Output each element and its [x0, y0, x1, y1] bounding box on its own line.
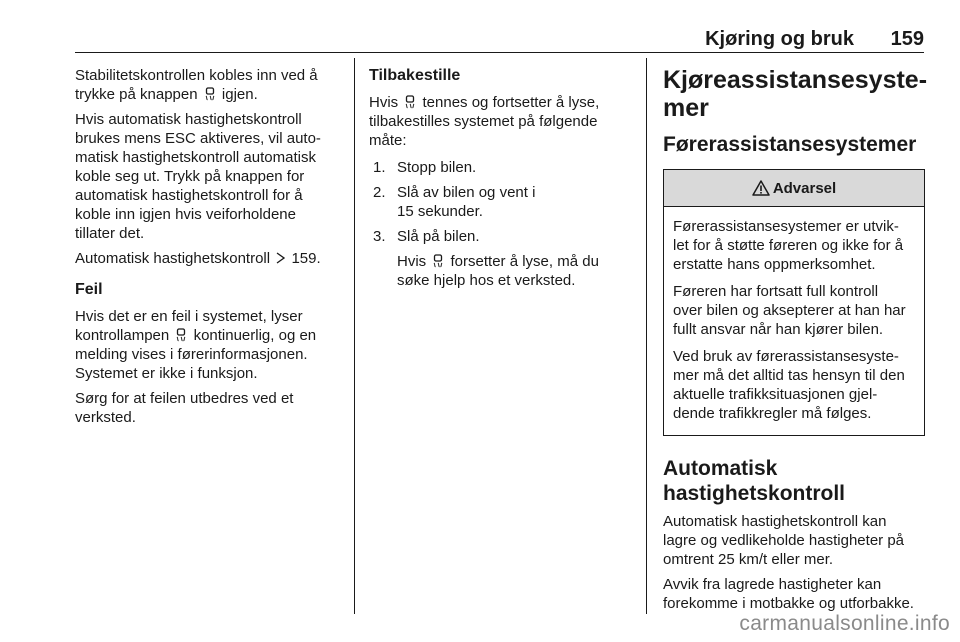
page-header — [75, 26, 924, 53]
skid-car-icon — [432, 254, 444, 268]
list-item: 2. Slå av bilen og vent i 15 sekunder. — [373, 184, 536, 220]
warning-box — [663, 169, 925, 436]
page-number: 159 — [890, 28, 924, 50]
paragraph: Automatisk hastighetskontroll kan lagre og vedlikeholde hastigheter på omtrent 25 km/t eller mer. — [663, 513, 905, 568]
paragraph: Automatisk hastighetskontroll 159. — [75, 250, 321, 267]
skid-car-icon — [404, 95, 416, 109]
warning-header — [664, 170, 924, 207]
paragraph: Føreren har fortsatt full kontroll over bilen og aksepterer at han har fullt ansvar når han kjører bilen. — [673, 283, 906, 338]
column-1 — [75, 66, 347, 433]
list-item: 1. Stopp bilen. — [373, 159, 477, 176]
list-item: 3. Slå på bilen. — [373, 228, 480, 245]
heading-tilbakestille: Tilbakestille — [369, 67, 461, 84]
paragraph: Stabilitetskontrollen kobles inn ved å trykke på knappen igjen. — [75, 67, 318, 103]
page-reference-arrow-icon[interactable] — [276, 252, 285, 264]
warning-triangle-icon — [752, 180, 770, 196]
paragraph: Hvis automatisk hastighetskontroll brukes mens ESC aktiveres, vil auto- matisk hastighetskontroll automatisk koble seg ut. Trykk på knappen for automatisk hastighetskontroll for å koble inn igjen hvis veiforholdene tillater det. — [75, 111, 321, 242]
column-divider — [354, 58, 355, 614]
column-divider — [646, 58, 647, 614]
warning-body — [664, 207, 924, 435]
chapter-heading: Kjøreassistansesyste- mer — [663, 66, 928, 122]
heading-feil: Feil — [75, 281, 103, 298]
section-heading: Førerassistansesystemer — [663, 133, 917, 156]
paragraph: Førerassistansesystemer er utvik- let for å støtte føreren og ikke for å erstatte hans oppmerksomhet. — [673, 218, 904, 273]
warning-title: Advarsel — [772, 179, 837, 197]
paragraph: Sørg for at feilen utbedres ved et verksted. — [75, 390, 294, 426]
paragraph: Avvik fra lagrede hastigheter kan forekomme i motbakke og utforbakke. — [663, 576, 914, 612]
paragraph: Hvis det er en feil i systemet, lyser kontrollampen kontinuerlig, og en melding vises i førerinformasjonen. Systemet er ikke i funksjon. — [75, 308, 317, 382]
watermark: carmanualsonline.info — [739, 612, 950, 635]
column-2 — [369, 66, 639, 290]
column-3 — [663, 66, 928, 619]
section-heading: Automatisk hastighetskontroll — [663, 457, 846, 505]
step-note: Hvis forsetter å lyse, må du søke hjelp hos et verksted. — [397, 253, 599, 289]
skid-car-icon — [175, 328, 187, 342]
paragraph: Ved bruk av førerassistansesyste- mer må det alltid tas hensyn til den aktuelle trafikksituasjonen gjel- dende trafikkregler må følges. — [673, 348, 905, 422]
step-list — [369, 158, 639, 246]
paragraph: Hvis tennes og fortsetter å lyse, tilbakestilles systemet på følgende måte: — [369, 94, 600, 149]
skid-car-icon — [204, 87, 216, 101]
section-title: Kjøring og bruk — [705, 28, 854, 50]
